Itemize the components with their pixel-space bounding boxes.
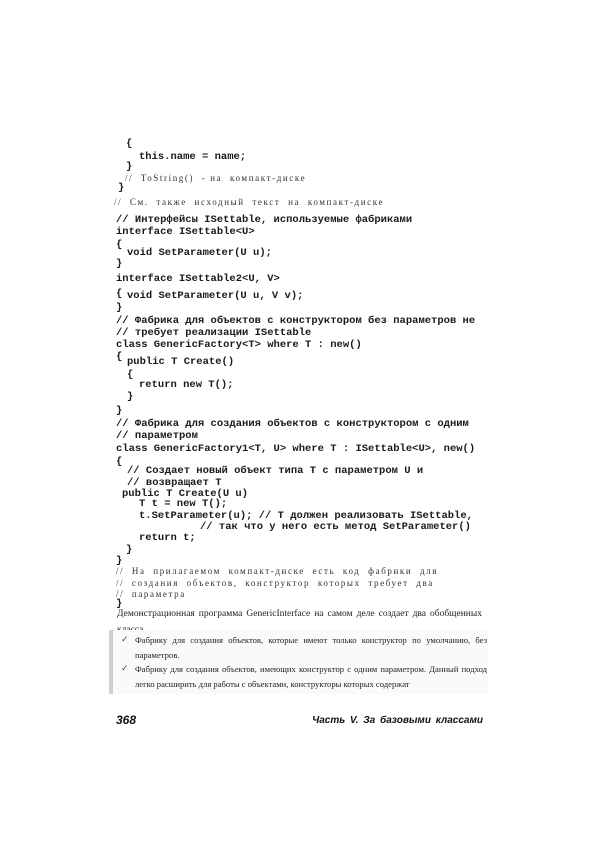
code-comment: // параметра bbox=[116, 589, 186, 599]
code-comment: // См. также исходный текст на компакт-диске bbox=[114, 197, 385, 207]
code-line: class GenericFactory1<T, U> where T : ISettable<U>, new() bbox=[116, 443, 476, 455]
running-footer-title: Часть V. За базовыми классами bbox=[312, 715, 483, 726]
code-line: // так что у него есть метод SetParameter() bbox=[200, 521, 471, 533]
code-comment: // ToString() - на компакт-диске bbox=[125, 173, 307, 183]
code-line: } bbox=[116, 258, 123, 270]
list-item-text: Фабрику для создания объектов, которые имеют только конструктор по умолчанию, без параметров. bbox=[135, 635, 487, 660]
code-line: void SetParameter(U u); bbox=[127, 247, 272, 259]
check-icon: ✓ bbox=[121, 664, 129, 674]
code-line: T t = new T(); bbox=[139, 498, 228, 510]
code-line: { bbox=[116, 239, 123, 251]
code-line: // параметром bbox=[116, 430, 198, 442]
code-line: } bbox=[127, 391, 134, 403]
list-item bbox=[121, 633, 487, 663]
code-line: } bbox=[126, 544, 133, 556]
code-line: void SetParameter(U u, V v); bbox=[127, 290, 304, 302]
code-line: } bbox=[116, 405, 123, 417]
list-item-text: Фабрику для создания объектов, имеющих конструктор с одним параметром. Данный подход легко расширить для работы с объектами, конструкторы которых содержат bbox=[135, 664, 487, 689]
code-line: { bbox=[116, 351, 123, 363]
code-line: interface ISettable<U> bbox=[116, 226, 255, 238]
list-item bbox=[121, 662, 487, 692]
code-line: return t; bbox=[139, 532, 196, 544]
check-icon: ✓ bbox=[121, 635, 129, 645]
code-line: // Фабрика для объектов с конструктором без параметров не bbox=[116, 315, 476, 327]
code-line: public T Create(U u) bbox=[122, 488, 249, 500]
code-line: } bbox=[126, 161, 133, 173]
code-line: return new T(); bbox=[139, 379, 234, 391]
code-line: // Фабрика для создания объектов с конструктором с одним bbox=[116, 418, 469, 430]
code-comment: // На прилагаемом компакт-диске есть код фабрики для bbox=[116, 566, 438, 576]
page-number: 368 bbox=[116, 713, 137, 727]
code-line: class GenericFactory<T> where T : new() bbox=[116, 339, 362, 351]
code-line: t.SetParameter(u); // T должен реализовать ISettable, bbox=[139, 510, 473, 522]
body-paragraph: Демонстрационная программа GenericInterface на самом деле создает два обобщенных bbox=[117, 609, 482, 619]
code-line: public T Create() bbox=[127, 356, 235, 368]
code-line: } bbox=[116, 302, 123, 314]
code-line: { bbox=[126, 138, 133, 150]
code-line: // требует реализации ISettable bbox=[116, 327, 312, 339]
code-line: // Создает новый объект типа T с параметром U и bbox=[127, 465, 424, 477]
code-line: } bbox=[116, 598, 123, 610]
bullet-list bbox=[109, 630, 488, 694]
code-line: { bbox=[127, 369, 134, 381]
code-line: interface ISettable2<U, V> bbox=[116, 273, 280, 285]
code-line: } bbox=[118, 182, 125, 194]
code-line: // возвращает T bbox=[127, 477, 222, 489]
code-line: { bbox=[116, 288, 123, 300]
code-line: } bbox=[116, 555, 123, 567]
code-comment: // создания объектов, конструктор которых требует два bbox=[116, 578, 434, 588]
code-line: // Интерфейсы ISettable, используемые фабриками bbox=[116, 214, 413, 226]
code-line: { bbox=[116, 456, 123, 468]
code-line: this.name = name; bbox=[139, 151, 247, 163]
